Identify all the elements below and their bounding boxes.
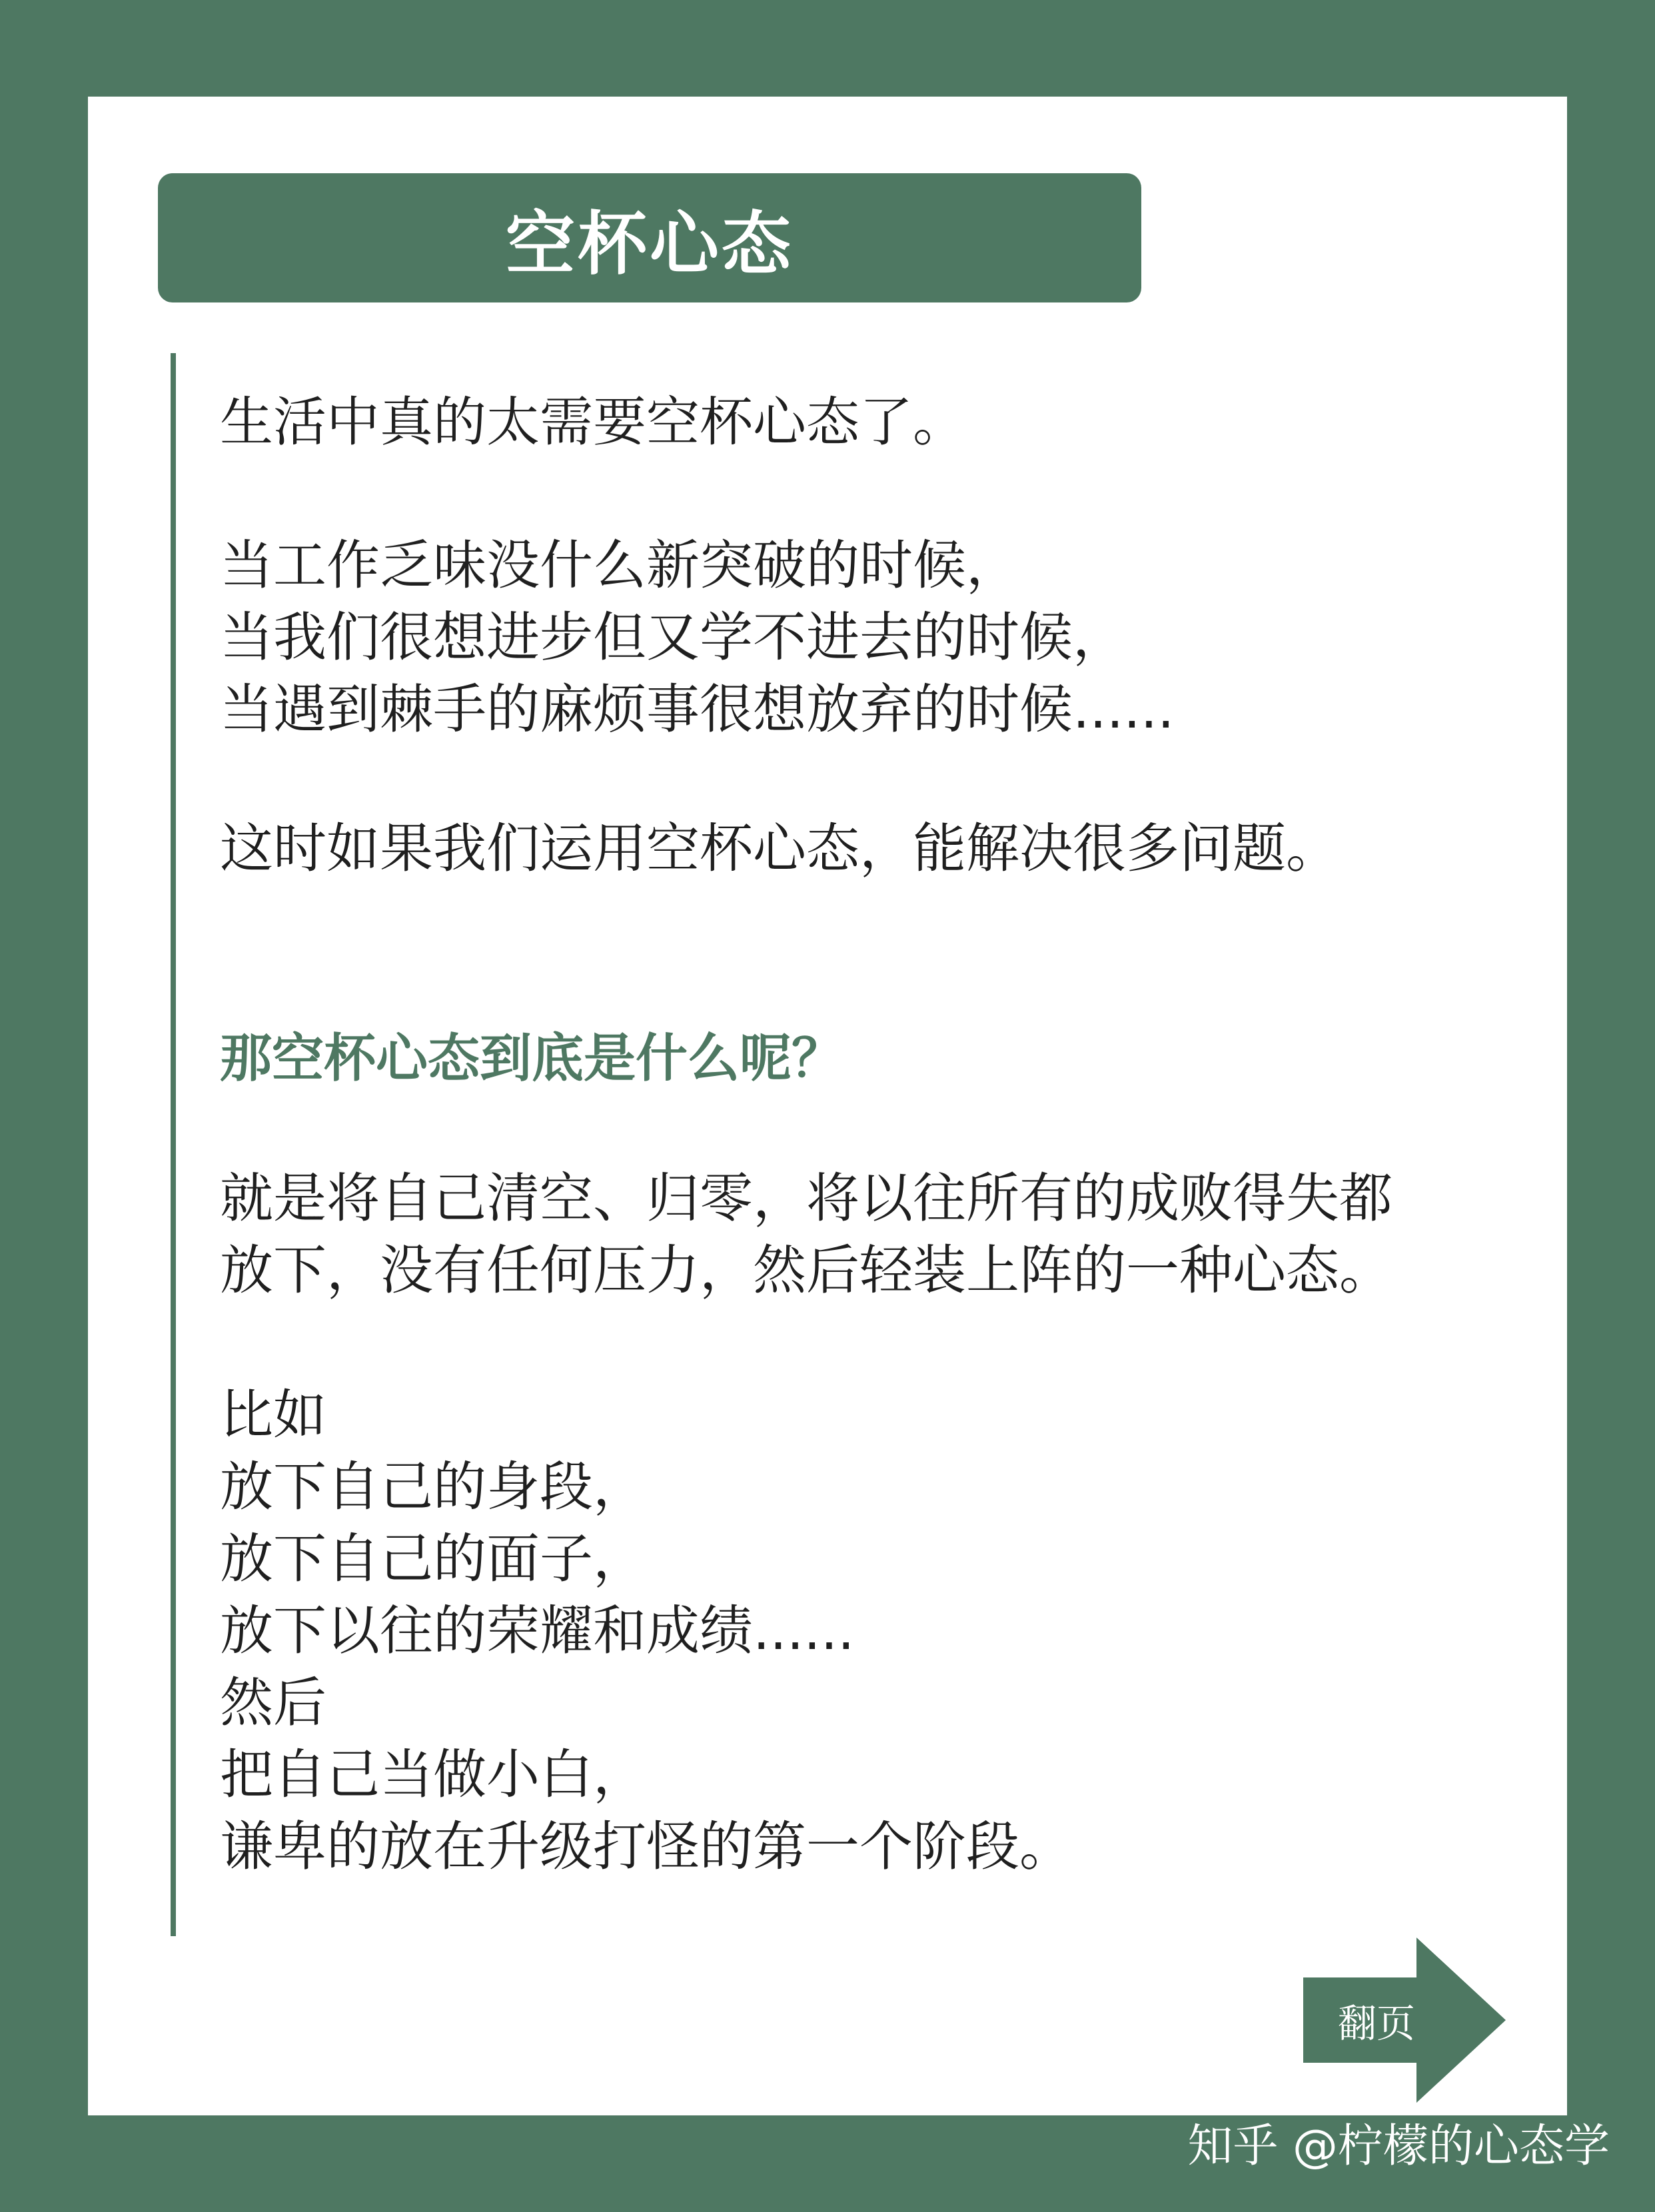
text-line: 当我们很想进步但又学不进去的时候，: [220, 606, 1126, 668]
text-line: 把自己当做小白，: [220, 1744, 646, 1806]
question-heading: [220, 1023, 843, 1095]
text-line: 当工作乏味没什么新突破的时候，: [220, 534, 1019, 596]
text-line: 生活中真的太需要空杯心态了。: [220, 391, 966, 453]
question-text: 那空杯心态到底是什么呢？: [220, 1029, 844, 1089]
next-page-label: 翻页: [1337, 2001, 1415, 2046]
text-line: 当遇到棘手的麻烦事很想放弃的时候......: [220, 678, 1175, 740]
watermark: 知乎 @柠檬的心态学: [1187, 2119, 1610, 2173]
paragraph-examples: [220, 1379, 1073, 1883]
text-line: 放下自己的面子，: [220, 1528, 646, 1590]
paragraph-intro: [220, 386, 966, 458]
paragraph-solution: [220, 813, 1339, 885]
paragraph-situations: [220, 530, 1175, 746]
text-line: 放下，没有任何压力，然后轻装上阵的一种心态。: [220, 1239, 1392, 1301]
page-title: 空杯心态: [505, 203, 794, 284]
text-line: 这时如果我们运用空杯心态，能解决很多问题。: [220, 818, 1339, 879]
paragraph-definition: [220, 1163, 1392, 1307]
text-line: 比如: [220, 1384, 326, 1446]
text-line: 放下自己的身段，: [220, 1456, 646, 1518]
next-page-button[interactable]: [1303, 1937, 1506, 2103]
text-line: 放下以往的荣耀和成绩......: [220, 1600, 855, 1662]
left-accent-rule: [171, 353, 176, 1936]
title-banner: [158, 173, 1141, 302]
text-line: 然后: [220, 1672, 326, 1734]
text-line: 就是将自己清空、归零，将以往所有的成败得失都: [220, 1167, 1392, 1229]
text-line: 谦卑的放在升级打怪的第一个阶段。: [220, 1816, 1073, 1878]
